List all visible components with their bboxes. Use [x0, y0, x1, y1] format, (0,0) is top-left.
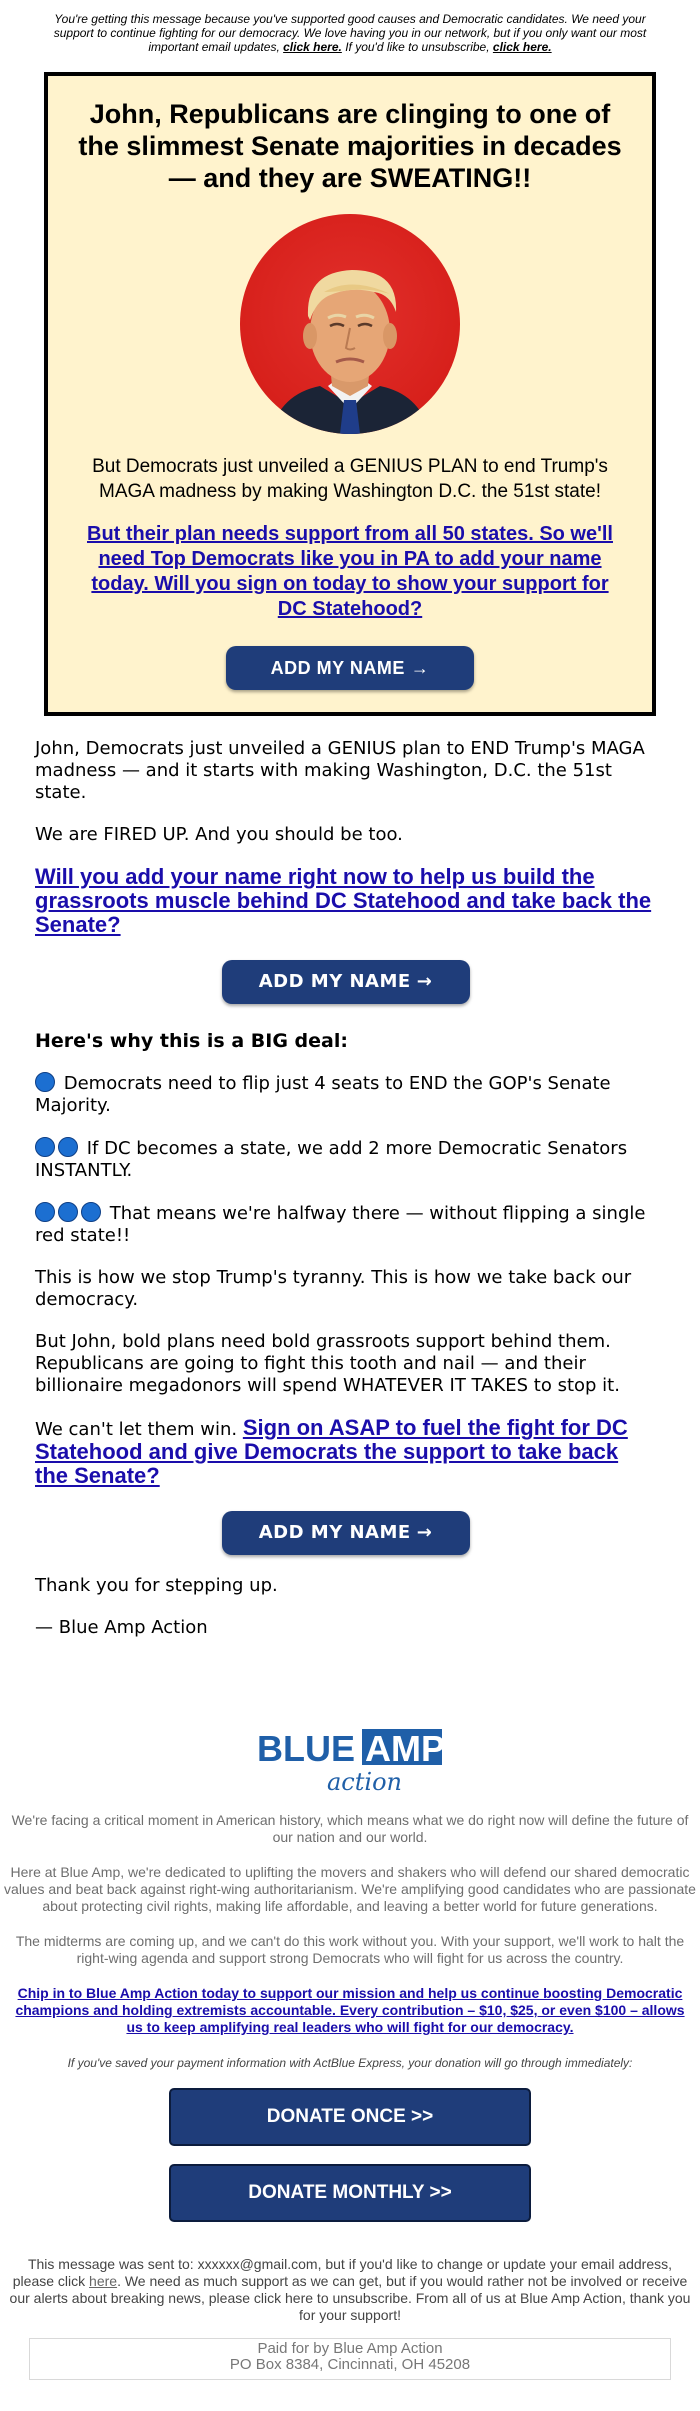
- preheader-text: You're getting this message because you've supported good causes and Democratic candidates. We need your support to continue fighting for our democracy. We love having you in our network, but if you only want our most important email updates,: [53, 12, 647, 54]
- hero-headline: John, Republicans are clinging to one of the slimmest Senate majorities in decades — and they are SWEATING!!: [78, 99, 622, 193]
- logo-blue-text: BLUE: [257, 1728, 355, 1769]
- letter-heading: Here's why this is a BIG deal:: [35, 1030, 348, 1052]
- add-my-name-label: ADD MY NAME: [258, 1522, 411, 1543]
- letter-paragraph: [35, 1417, 656, 1489]
- preheader: [0, 0, 700, 60]
- update-email-link[interactable]: here: [89, 2273, 118, 2289]
- add-name-link[interactable]: Will you add your name right now to help us build the grassroots muscle behind DC Statehood and take back the Senate?: [35, 864, 652, 937]
- bullet-point-3: [35, 1202, 656, 1247]
- bullet-point-1: [35, 1072, 656, 1117]
- add-my-name-button[interactable]: [226, 646, 474, 690]
- mailing-address: PO Box 8384, Cincinnati, OH 45208: [229, 2356, 471, 2373]
- bullet-text: If DC becomes a state, we add 2 more Democratic Senators INSTANTLY.: [35, 1138, 628, 1181]
- letter-closing: Thank you for stepping up.: [35, 1575, 278, 1596]
- add-my-name-button[interactable]: [222, 960, 470, 1004]
- blue-circle-icon: [35, 1202, 55, 1222]
- bullet-text: Democrats need to flip just 4 seats to END the GOP's Senate Majority.: [35, 1073, 611, 1116]
- arrow-right-icon: →: [410, 658, 430, 678]
- sign-on-link[interactable]: Sign on ASAP to fuel the fight for DC Statehood and give Democrats the support to take back the Senate?: [35, 1415, 628, 1488]
- blue-circle-icon: [35, 1137, 55, 1157]
- letter-paragraph: But John, bold plans need bold grassroots support behind them. Republicans are going to fight this tooth and nail — and their billionaire megadonors will spend WHATEVER IT TAKES to stop it.: [35, 1331, 620, 1396]
- letter-paragraph: John, Democrats just unveiled a GENIUS plan to END Trump's MAGA madness — and it starts with making Washington, D.C. the 51st state.: [35, 738, 645, 803]
- donate-once-button[interactable]: DONATE ONCE >>: [169, 2088, 531, 2146]
- blue-amp-logo: [257, 1727, 443, 1798]
- add-my-name-button[interactable]: [222, 1511, 470, 1555]
- letter-signature: — Blue Amp Action: [35, 1617, 208, 1638]
- chip-in-link[interactable]: Chip in to Blue Amp Action today to support our mission and help us continue boosting Democratic champions and holding extremists accountable. Every contribution – $10, $25, or even $100 – allows us to keep amplifying real leaders who will fight for our democracy.: [15, 1985, 685, 2035]
- blue-circle-icon: [35, 1072, 55, 1092]
- letter-body: [35, 738, 656, 1639]
- paid-for-box: [29, 2338, 671, 2380]
- preheader-text-2: If you'd like to unsubscribe,: [345, 40, 490, 54]
- add-my-name-label: ADD MY NAME: [258, 971, 411, 992]
- footer-paragraph: The midterms are coming up, and we can't do this work without you. With your support, we'll work to halt the right-wing agenda and support strong Democrats who will fight for us across the country.: [15, 1933, 685, 1966]
- arrow-right-icon: →: [416, 971, 433, 992]
- hero-body-text: But Democrats just unveiled a GENIUS PLAN to end Trump's MAGA madness by making Washington D.C. the 51st state!: [92, 456, 608, 502]
- arrow-right-icon: →: [416, 1522, 433, 1543]
- hero-box: [44, 72, 656, 716]
- letter-text: We can't let them win.: [35, 1419, 238, 1440]
- blue-circle-icon: [81, 1202, 101, 1222]
- sent-text-suffix: . We need as much support as we can get, but if you would rather not be involved or receive our alerts about breaking news, please click here to unsubscribe. From all of us at Blue Amp Action, thank you for your support!: [9, 2273, 691, 2323]
- donate-monthly-button[interactable]: DONATE MONTHLY >>: [169, 2164, 531, 2222]
- add-my-name-label: ADD MY NAME: [270, 658, 405, 678]
- footer-paragraph: We're facing a critical moment in American history, which means what we do right now will define the future of our nation and our world.: [11, 1812, 689, 1845]
- bullet-text: That means we're halfway there — without flipping a single red state!!: [35, 1203, 646, 1246]
- email-preferences-link[interactable]: click here.: [283, 40, 342, 54]
- paid-for-text: Paid for by Blue Amp Action: [257, 2340, 443, 2357]
- actblue-note: If you've saved your payment information with ActBlue Express, your donation will go through immediately:: [67, 2056, 633, 2070]
- blue-circle-icon: [58, 1137, 78, 1157]
- hero-sign-link[interactable]: But their plan needs support from all 50 states. So we'll need Top Democrats like you in PA to add your name today. Will you sign on today to show your support for DC Statehood?: [87, 523, 613, 620]
- logo-amp-text: AMP: [365, 1728, 443, 1769]
- footer-sent-notice: [6, 2256, 694, 2324]
- letter-paragraph: We are FIRED UP. And you should be too.: [35, 824, 403, 845]
- logo-action-text: action: [327, 1768, 402, 1793]
- footer-paragraph: Here at Blue Amp, we're dedicated to uplifting the movers and shakers who will defend our shared democratic values and beat back against right-wing authoritarianism. We're amplifying good candidates who are passionate about protecting civil rights, making life affordable, and leaving a better world for future generations.: [4, 1864, 696, 1914]
- unsubscribe-link[interactable]: click here.: [492, 40, 552, 54]
- sent-text: This message was sent to: xxxxxx@gmail.com, but if you'd like to change or update your email address, please click: [12, 2256, 673, 2289]
- footer: [0, 1727, 700, 2380]
- trump-portrait: [240, 214, 460, 434]
- bullet-point-2: [35, 1137, 656, 1182]
- blue-circle-icon: [58, 1202, 78, 1222]
- letter-paragraph: This is how we stop Trump's tyranny. This is how we take back our democracy.: [35, 1267, 632, 1310]
